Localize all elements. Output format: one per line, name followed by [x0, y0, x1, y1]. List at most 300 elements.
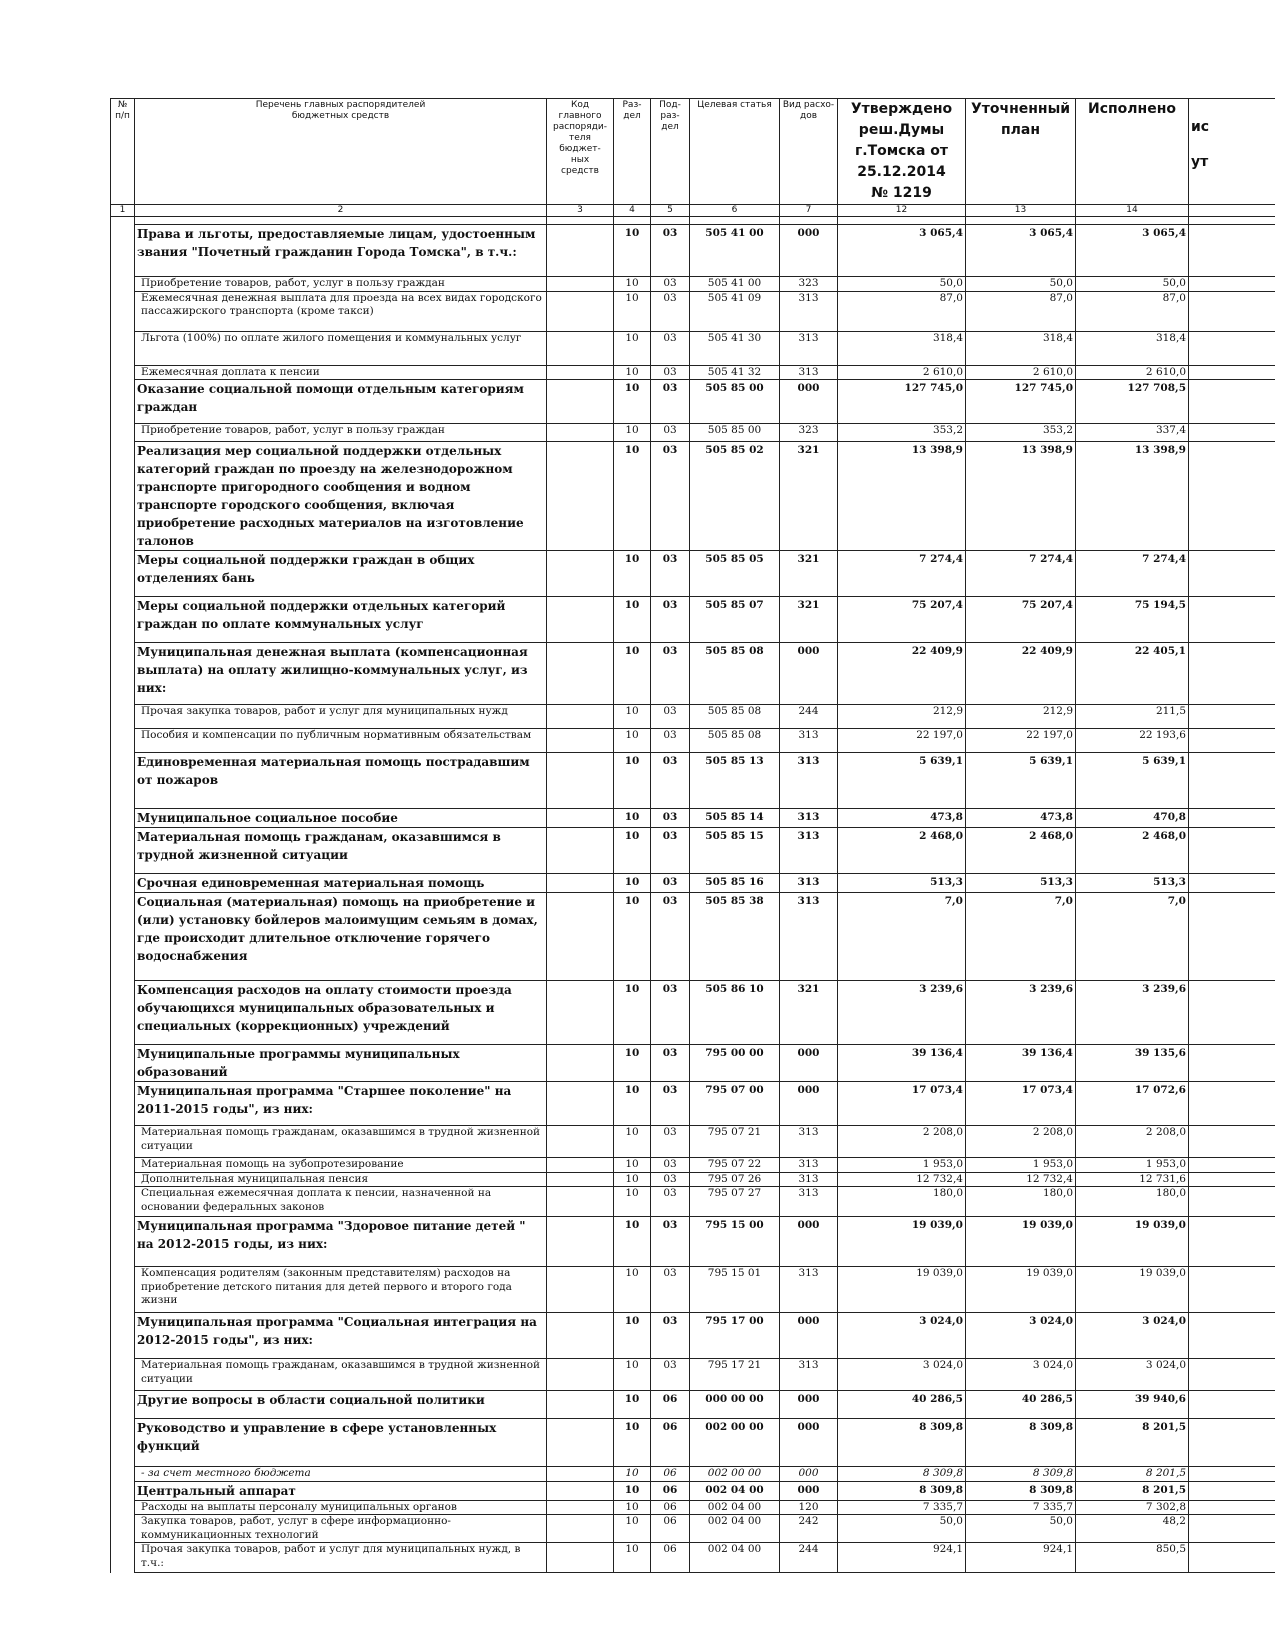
row-target-article: 795 07 22 — [690, 1158, 780, 1173]
row-extra — [1189, 1500, 1275, 1515]
row-podrazdel: 03 — [651, 277, 690, 292]
spacer-cell — [966, 217, 1076, 225]
row-num — [111, 1172, 135, 1187]
row-razdel: 10 — [614, 1481, 651, 1500]
row-executed: 7 274,4 — [1076, 551, 1189, 597]
row-target-article: 795 17 21 — [690, 1359, 780, 1391]
row-refined: 3 239,6 — [966, 981, 1076, 1045]
row-refined: 22 197,0 — [966, 729, 1076, 753]
row-kod — [547, 1082, 614, 1126]
row-name: Расходы на выплаты персоналу муниципальных органов — [135, 1500, 547, 1515]
row-refined: 5 639,1 — [966, 753, 1076, 809]
row-target-article: 505 41 09 — [690, 291, 780, 331]
row-podrazdel: 03 — [651, 380, 690, 424]
table-row — [111, 597, 1275, 643]
row-name: Муниципальная программа "Социальная интеграция на 2012-2015 годы", из них: — [135, 1313, 547, 1359]
row-executed: 337,4 — [1076, 424, 1189, 442]
row-refined: 2 610,0 — [966, 365, 1076, 380]
table-row — [111, 551, 1275, 597]
row-kod — [547, 643, 614, 705]
header-name: Перечень главных распорядителей бюджетных средств — [135, 99, 547, 205]
row-num — [111, 365, 135, 380]
row-kod — [547, 1045, 614, 1082]
row-extra — [1189, 331, 1275, 365]
row-podrazdel: 03 — [651, 551, 690, 597]
row-target-article: 505 85 00 — [690, 424, 780, 442]
table-row — [111, 424, 1275, 442]
row-refined: 12 732,4 — [966, 1172, 1076, 1187]
row-kod — [547, 597, 614, 643]
row-razdel: 10 — [614, 1082, 651, 1126]
header-kod: Код главного распоряди- теля бюджет- ных средств — [547, 99, 614, 205]
row-num — [111, 705, 135, 729]
row-num — [111, 331, 135, 365]
row-target-article: 505 85 13 — [690, 753, 780, 809]
row-target-article: 795 07 27 — [690, 1187, 780, 1217]
row-kod — [547, 225, 614, 277]
row-num — [111, 1419, 135, 1467]
row-razdel: 10 — [614, 442, 651, 551]
spacer-cell — [1076, 217, 1189, 225]
row-target-article: 002 04 00 — [690, 1515, 780, 1543]
table-row — [111, 1543, 1275, 1573]
row-kod — [547, 1217, 614, 1267]
row-podrazdel: 06 — [651, 1543, 690, 1573]
row-approved: 1 953,0 — [838, 1158, 966, 1173]
row-name: Муниципальная программа "Здоровое питание детей " на 2012-2015 годы, из них: — [135, 1217, 547, 1267]
row-podrazdel: 03 — [651, 729, 690, 753]
row-name: Муниципальная денежная выплата (компенсационная выплата) на оплату жилищно-коммунальных услуг, из них: — [135, 643, 547, 705]
row-refined: 212,9 — [966, 705, 1076, 729]
table-row — [111, 1313, 1275, 1359]
row-podrazdel: 03 — [651, 753, 690, 809]
row-refined: 87,0 — [966, 291, 1076, 331]
row-podrazdel: 03 — [651, 981, 690, 1045]
row-kod — [547, 1391, 614, 1419]
row-name: Муниципальная программа "Старшее поколение" на 2011-2015 годы", из них: — [135, 1082, 547, 1126]
table-row — [111, 643, 1275, 705]
row-razdel: 10 — [614, 1467, 651, 1482]
row-target-article: 795 07 00 — [690, 1082, 780, 1126]
row-executed: 2 610,0 — [1076, 365, 1189, 380]
row-executed: 12 731,6 — [1076, 1172, 1189, 1187]
row-refined: 7 335,7 — [966, 1500, 1076, 1515]
row-name: Льгота (100%) по оплате жилого помещения и коммунальных услуг — [135, 331, 547, 365]
row-expense-type: 313 — [780, 1158, 838, 1173]
row-extra — [1189, 705, 1275, 729]
row-num — [111, 1187, 135, 1217]
row-target-article: 505 41 30 — [690, 331, 780, 365]
row-podrazdel: 03 — [651, 1313, 690, 1359]
row-razdel: 10 — [614, 828, 651, 874]
row-approved: 22 197,0 — [838, 729, 966, 753]
row-refined: 3 065,4 — [966, 225, 1076, 277]
row-target-article: 505 85 38 — [690, 893, 780, 981]
row-target-article: 002 04 00 — [690, 1481, 780, 1500]
row-podrazdel: 03 — [651, 874, 690, 893]
row-razdel: 10 — [614, 809, 651, 828]
col-num-7: 7 — [780, 205, 838, 217]
spacer-cell — [547, 217, 614, 225]
row-razdel: 10 — [614, 729, 651, 753]
row-num — [111, 1158, 135, 1173]
row-refined: 127 745,0 — [966, 380, 1076, 424]
row-podrazdel: 06 — [651, 1419, 690, 1467]
row-kod — [547, 291, 614, 331]
row-target-article: 795 15 01 — [690, 1267, 780, 1313]
row-name: Прочая закупка товаров, работ и услуг для муниципальных нужд, в т.ч.: — [135, 1543, 547, 1573]
row-approved: 2 610,0 — [838, 365, 966, 380]
row-approved: 12 732,4 — [838, 1172, 966, 1187]
row-name: Дополнительная муниципальная пенсия — [135, 1172, 547, 1187]
row-expense-type: 000 — [780, 1082, 838, 1126]
row-refined: 13 398,9 — [966, 442, 1076, 551]
row-name: Пособия и компенсации по публичным нормативным обязательствам — [135, 729, 547, 753]
row-extra — [1189, 225, 1275, 277]
row-target-article: 505 85 08 — [690, 705, 780, 729]
row-kod — [547, 1515, 614, 1543]
row-refined: 1 953,0 — [966, 1158, 1076, 1173]
table-row — [111, 893, 1275, 981]
row-podrazdel: 03 — [651, 331, 690, 365]
header-executed: Исполнено — [1076, 99, 1189, 205]
row-target-article: 505 86 10 — [690, 981, 780, 1045]
row-extra — [1189, 1391, 1275, 1419]
row-extra — [1189, 1359, 1275, 1391]
row-approved: 513,3 — [838, 874, 966, 893]
row-extra — [1189, 380, 1275, 424]
header-vr: Вид расхо- дов — [780, 99, 838, 205]
row-expense-type: 000 — [780, 225, 838, 277]
row-name: Приобретение товаров, работ, услуг в пользу граждан — [135, 277, 547, 292]
row-name: Материальная помощь гражданам, оказавшимся в трудной жизненной ситуации — [135, 1126, 547, 1158]
row-approved: 5 639,1 — [838, 753, 966, 809]
header-cs: Целевая статья — [690, 99, 780, 205]
row-extra — [1189, 1158, 1275, 1173]
row-podrazdel: 03 — [651, 1172, 690, 1187]
row-target-article: 505 41 00 — [690, 277, 780, 292]
row-executed: 2 208,0 — [1076, 1126, 1189, 1158]
row-kod — [547, 380, 614, 424]
row-refined: 7,0 — [966, 893, 1076, 981]
row-target-article: 505 85 08 — [690, 643, 780, 705]
row-executed: 13 398,9 — [1076, 442, 1189, 551]
table-row — [111, 1082, 1275, 1126]
row-num — [111, 981, 135, 1045]
row-razdel: 10 — [614, 380, 651, 424]
row-target-article: 505 85 15 — [690, 828, 780, 874]
row-expense-type: 313 — [780, 1126, 838, 1158]
row-kod — [547, 365, 614, 380]
row-expense-type: 000 — [780, 1217, 838, 1267]
table-row — [111, 1391, 1275, 1419]
row-razdel: 10 — [614, 1217, 651, 1267]
table-row — [111, 828, 1275, 874]
row-executed: 8 201,5 — [1076, 1481, 1189, 1500]
row-expense-type: 313 — [780, 1267, 838, 1313]
row-podrazdel: 03 — [651, 424, 690, 442]
row-executed: 17 072,6 — [1076, 1082, 1189, 1126]
row-approved: 473,8 — [838, 809, 966, 828]
row-razdel: 10 — [614, 1419, 651, 1467]
row-kod — [547, 1313, 614, 1359]
row-num — [111, 828, 135, 874]
row-approved: 17 073,4 — [838, 1082, 966, 1126]
row-name: Закупка товаров, работ, услуг в сфере информационно-коммуникационных технологий — [135, 1515, 547, 1543]
row-expense-type: 313 — [780, 753, 838, 809]
row-approved: 39 136,4 — [838, 1045, 966, 1082]
row-num — [111, 1391, 135, 1419]
row-name: Прочая закупка товаров, работ и услуг для муниципальных нужд — [135, 705, 547, 729]
row-expense-type: 313 — [780, 1187, 838, 1217]
row-refined: 3 024,0 — [966, 1313, 1076, 1359]
row-extra — [1189, 643, 1275, 705]
row-podrazdel: 03 — [651, 1045, 690, 1082]
row-name: Оказание социальной помощи отдельным категориям граждан — [135, 380, 547, 424]
row-refined: 39 136,4 — [966, 1045, 1076, 1082]
spacer-cell — [651, 217, 690, 225]
row-approved: 22 409,9 — [838, 643, 966, 705]
row-refined: 353,2 — [966, 424, 1076, 442]
header-razdel: Раз- дел — [614, 99, 651, 205]
col-num-12: 12 — [838, 205, 966, 217]
row-name: Реализация мер социальной поддержки отдельных категорий граждан по проезду на железнодорожном транспорте пригородного сообщения и водном транспорте городского сообщения, включая приобретение расходных материалов на изготовление талонов — [135, 442, 547, 551]
row-executed: 5 639,1 — [1076, 753, 1189, 809]
row-podrazdel: 03 — [651, 809, 690, 828]
header-approved: Утверждено реш.Думы г.Томска от 25.12.2014 № 1219 — [838, 99, 966, 205]
row-target-article: 505 85 05 — [690, 551, 780, 597]
row-kod — [547, 331, 614, 365]
row-refined: 8 309,8 — [966, 1481, 1076, 1500]
row-razdel: 10 — [614, 753, 651, 809]
row-extra — [1189, 1515, 1275, 1543]
row-kod — [547, 809, 614, 828]
row-razdel: 10 — [614, 1267, 651, 1313]
header-refined: Уточненный план — [966, 99, 1076, 205]
row-approved: 8 309,8 — [838, 1481, 966, 1500]
row-name: Материальная помощь гражданам, оказавшимся в трудной жизненной ситуации — [135, 1359, 547, 1391]
row-podrazdel: 03 — [651, 291, 690, 331]
row-razdel: 10 — [614, 551, 651, 597]
row-executed: 470,8 — [1076, 809, 1189, 828]
row-executed: 127 708,5 — [1076, 380, 1189, 424]
row-target-article: 000 00 00 — [690, 1391, 780, 1419]
row-podrazdel: 03 — [651, 1187, 690, 1217]
table-row — [111, 1187, 1275, 1217]
row-kod — [547, 551, 614, 597]
row-razdel: 10 — [614, 1359, 651, 1391]
row-expense-type: 000 — [780, 1045, 838, 1082]
row-podrazdel: 03 — [651, 1082, 690, 1126]
row-name: Компенсация родителям (законным представителям) расходов на приобретение детского питания для детей первого и второго года жизни — [135, 1267, 547, 1313]
row-expense-type: 313 — [780, 874, 838, 893]
row-kod — [547, 1172, 614, 1187]
row-expense-type: 313 — [780, 893, 838, 981]
row-podrazdel: 03 — [651, 1217, 690, 1267]
row-kod — [547, 1500, 614, 1515]
row-podrazdel: 03 — [651, 705, 690, 729]
row-approved: 13 398,9 — [838, 442, 966, 551]
row-target-article: 505 85 16 — [690, 874, 780, 893]
row-num — [111, 809, 135, 828]
col-num-ext — [1189, 205, 1275, 217]
row-kod — [547, 1267, 614, 1313]
row-expense-type: 321 — [780, 442, 838, 551]
header-podrazdel: Под- раз- дел — [651, 99, 690, 205]
row-podrazdel: 06 — [651, 1467, 690, 1482]
row-approved: 924,1 — [838, 1543, 966, 1573]
row-approved: 2 208,0 — [838, 1126, 966, 1158]
table-row — [111, 729, 1275, 753]
row-kod — [547, 442, 614, 551]
row-name: Компенсация расходов на оплату стоимости проезда обучающихся муниципальных образовательных и специальных (коррекционных) учреждений — [135, 981, 547, 1045]
table-row — [111, 705, 1275, 729]
row-expense-type: 321 — [780, 597, 838, 643]
row-podrazdel: 03 — [651, 225, 690, 277]
row-approved: 212,9 — [838, 705, 966, 729]
budget-table-sheet — [110, 98, 1275, 1573]
row-razdel: 10 — [614, 291, 651, 331]
table-row — [111, 1045, 1275, 1082]
row-expense-type: 120 — [780, 1500, 838, 1515]
row-expense-type: 000 — [780, 1467, 838, 1482]
row-name: Центральный аппарат — [135, 1481, 547, 1500]
row-expense-type: 313 — [780, 331, 838, 365]
row-refined: 8 309,8 — [966, 1419, 1076, 1467]
row-executed: 22 193,6 — [1076, 729, 1189, 753]
row-razdel: 10 — [614, 1543, 651, 1573]
row-num — [111, 551, 135, 597]
table-row — [111, 1419, 1275, 1467]
row-name: Другие вопросы в области социальной политики — [135, 1391, 547, 1419]
row-executed: 8 201,5 — [1076, 1419, 1189, 1467]
row-approved: 2 468,0 — [838, 828, 966, 874]
row-num — [111, 1217, 135, 1267]
row-refined: 19 039,0 — [966, 1267, 1076, 1313]
row-name: Материальная помощь гражданам, оказавшимся в трудной жизненной ситуации — [135, 828, 547, 874]
row-podrazdel: 03 — [651, 365, 690, 380]
row-expense-type: 313 — [780, 291, 838, 331]
spacer-row — [111, 217, 1275, 225]
col-num-3: 3 — [547, 205, 614, 217]
row-executed: 3 065,4 — [1076, 225, 1189, 277]
row-expense-type: 000 — [780, 643, 838, 705]
row-target-article: 505 85 14 — [690, 809, 780, 828]
col-num-13: 13 — [966, 205, 1076, 217]
row-refined: 50,0 — [966, 1515, 1076, 1543]
row-num — [111, 597, 135, 643]
row-target-article: 795 17 00 — [690, 1313, 780, 1359]
row-kod — [547, 828, 614, 874]
row-target-article: 505 85 02 — [690, 442, 780, 551]
row-executed: 7,0 — [1076, 893, 1189, 981]
row-kod — [547, 753, 614, 809]
row-podrazdel: 03 — [651, 442, 690, 551]
row-refined: 180,0 — [966, 1187, 1076, 1217]
spacer-cell — [690, 217, 780, 225]
row-target-article: 002 00 00 — [690, 1467, 780, 1482]
row-kod — [547, 1359, 614, 1391]
row-razdel: 10 — [614, 1158, 651, 1173]
row-expense-type: 313 — [780, 1359, 838, 1391]
spacer-cell — [614, 217, 651, 225]
row-num — [111, 1359, 135, 1391]
row-target-article: 002 04 00 — [690, 1543, 780, 1573]
row-extra — [1189, 1481, 1275, 1500]
row-extra — [1189, 291, 1275, 331]
row-executed: 3 239,6 — [1076, 981, 1189, 1045]
table-row — [111, 753, 1275, 809]
row-kod — [547, 1481, 614, 1500]
row-refined: 2 468,0 — [966, 828, 1076, 874]
row-num — [111, 1543, 135, 1573]
row-razdel: 10 — [614, 597, 651, 643]
row-expense-type: 313 — [780, 809, 838, 828]
row-razdel: 10 — [614, 1515, 651, 1543]
row-razdel: 10 — [614, 874, 651, 893]
row-approved: 87,0 — [838, 291, 966, 331]
row-expense-type: 244 — [780, 1543, 838, 1573]
row-target-article: 505 85 00 — [690, 380, 780, 424]
row-executed: 87,0 — [1076, 291, 1189, 331]
table-row — [111, 1158, 1275, 1173]
row-approved: 8 309,8 — [838, 1419, 966, 1467]
row-num — [111, 424, 135, 442]
row-num — [111, 1313, 135, 1359]
row-approved: 180,0 — [838, 1187, 966, 1217]
row-extra — [1189, 753, 1275, 809]
row-extra — [1189, 1543, 1275, 1573]
row-num — [111, 874, 135, 893]
row-podrazdel: 06 — [651, 1515, 690, 1543]
row-executed: 39 940,6 — [1076, 1391, 1189, 1419]
header-num: № п/п — [111, 99, 135, 205]
table-row — [111, 225, 1275, 277]
row-refined: 8 309,8 — [966, 1467, 1076, 1482]
table-row — [111, 1217, 1275, 1267]
row-name: Единовременная материальная помощь пострадавшим от пожаров — [135, 753, 547, 809]
row-kod — [547, 1543, 614, 1573]
column-numbers-row — [111, 205, 1275, 217]
row-refined: 19 039,0 — [966, 1217, 1076, 1267]
col-num-14: 14 — [1076, 205, 1189, 217]
row-target-article: 795 07 26 — [690, 1172, 780, 1187]
row-razdel: 10 — [614, 981, 651, 1045]
row-expense-type: 313 — [780, 729, 838, 753]
row-refined: 22 409,9 — [966, 643, 1076, 705]
row-name: Срочная единовременная материальная помощь — [135, 874, 547, 893]
row-name: Социальная (материальная) помощь на приобретение и (или) установку бойлеров малоимущим семьям в домах, где происходит длительное отключение горячего водоснабжения — [135, 893, 547, 981]
row-approved: 7 274,4 — [838, 551, 966, 597]
table-row — [111, 1172, 1275, 1187]
row-razdel: 10 — [614, 1045, 651, 1082]
row-num — [111, 1082, 135, 1126]
row-num — [111, 729, 135, 753]
row-num — [111, 753, 135, 809]
row-extra — [1189, 1172, 1275, 1187]
row-extra — [1189, 981, 1275, 1045]
row-extra — [1189, 1187, 1275, 1217]
row-razdel: 10 — [614, 225, 651, 277]
row-expense-type: 000 — [780, 1391, 838, 1419]
row-name: Приобретение товаров, работ, услуг в пользу граждан — [135, 424, 547, 442]
row-extra — [1189, 1217, 1275, 1267]
table-row — [111, 365, 1275, 380]
row-razdel: 10 — [614, 424, 651, 442]
row-razdel: 10 — [614, 1313, 651, 1359]
spacer-cell — [780, 217, 838, 225]
row-refined: 513,3 — [966, 874, 1076, 893]
